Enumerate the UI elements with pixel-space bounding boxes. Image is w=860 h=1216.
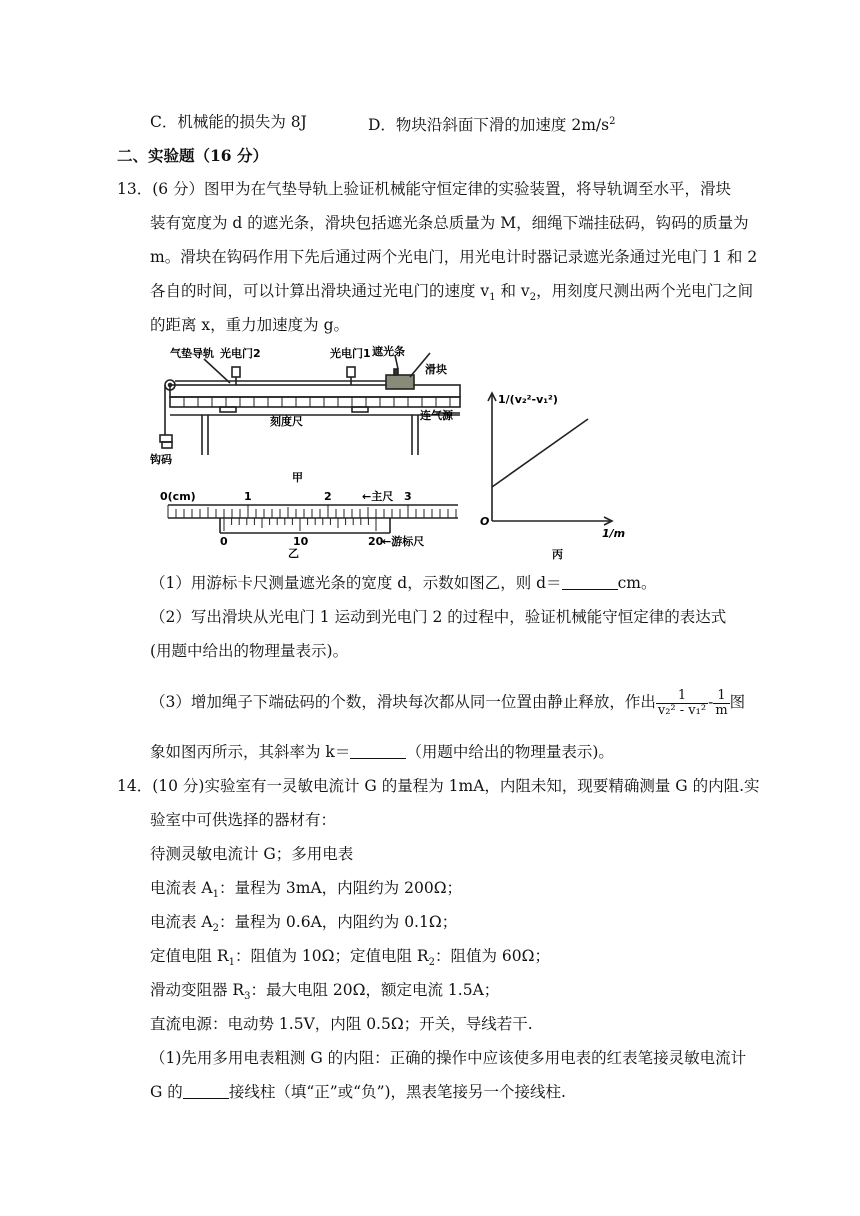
label-vernier-scale: ←游标尺 xyxy=(382,535,425,548)
label-shade: 遮光条 xyxy=(372,345,405,358)
option-d-sup: 2 xyxy=(609,116,616,127)
main-tick-1: 1 xyxy=(244,490,252,503)
graph-y-label: 1/(v₂²-v₁²) xyxy=(498,393,558,406)
option-d xyxy=(368,112,615,135)
photogate-1 xyxy=(347,367,355,377)
q13-sub1-b: cm。 xyxy=(617,574,657,592)
q14-line1: 14．(10 分)实验室有一灵敏电流计 G 的量程为 1mA，内阻未知，现要精确测量 G 的内阻.实 xyxy=(117,777,760,795)
q13-line4-a: 各自的时间，可以计算出滑块通过光电门的速度 v xyxy=(150,282,490,300)
q13-line4-sub2: 2 xyxy=(529,292,537,304)
q13-sub3b xyxy=(150,742,614,762)
q14-line4-sub: 1 xyxy=(212,889,219,901)
q14-line5-sub: 2 xyxy=(212,923,219,935)
q14-sub1-b: G 的 xyxy=(150,1083,183,1101)
shade-strip xyxy=(394,369,398,375)
section-title: 二、实验题（16 分） xyxy=(117,146,268,165)
label-yi: 乙 xyxy=(288,547,299,560)
hook-weight xyxy=(160,435,172,442)
q14-line4-a: 电流表 A xyxy=(150,879,213,897)
graph-line xyxy=(492,419,588,487)
q14-line4 xyxy=(150,878,462,905)
label-cm: 0(cm) xyxy=(160,490,196,503)
photogate-2 xyxy=(232,367,240,377)
answer-blank-d[interactable] xyxy=(562,575,618,590)
label-slider: 滑块 xyxy=(425,363,447,376)
main-tick-2: 2 xyxy=(324,490,332,503)
q14-line5-a: 电流表 A xyxy=(150,913,213,931)
q14-line6-b: ：阻值为 10Ω；定值电阻 R xyxy=(234,947,429,965)
label-air-source: 连气源 xyxy=(420,409,453,422)
label-gate2: 光电门2 xyxy=(220,347,261,360)
q13-sub3-dash: - xyxy=(708,693,714,711)
fraction-2 xyxy=(713,689,729,718)
label-main-scale: ←主尺 xyxy=(362,490,394,503)
label-jia: 甲 xyxy=(292,471,303,484)
answer-blank-k[interactable] xyxy=(350,744,406,759)
option-d-text: D．物块沿斜面下滑的加速度 2m/s xyxy=(368,116,610,135)
q14-line6-sub1: 1 xyxy=(228,957,235,969)
fraction-1-num: 1 xyxy=(656,689,708,704)
q14-sub1-c: 接线柱（填“正”或“负”)，黑表笔接另一个接线柱. xyxy=(228,1083,566,1101)
q13-sub1 xyxy=(150,573,656,593)
fraction-1-den: v₂² - v₁² xyxy=(657,702,707,718)
q13-line5: 的距离 x，重力加速度为 g。 xyxy=(150,316,350,334)
q13-sub1-a: （1）用游标卡尺测量遮光条的宽度 d，示数如图乙，则 d＝ xyxy=(150,574,562,592)
fraction-2-num: 1 xyxy=(713,689,729,704)
experiment-figure xyxy=(140,343,640,565)
q13-line4 xyxy=(150,281,753,308)
q13-line4-c: ，用刻度尺测出两个光电门之间 xyxy=(536,282,754,300)
q13-sub3-text: （3）增加绳子下端砝码的个数，滑块每次都从同一位置由静止释放，作出 xyxy=(150,693,656,711)
q13-sub3a xyxy=(150,682,745,722)
q14-line3: 待测灵敏电流计 G；多用电表 xyxy=(150,845,354,863)
q14-line6-c: ：阻值为 60Ω； xyxy=(434,947,550,965)
q14-line7 xyxy=(150,980,499,1007)
label-scale: 刻度尺 xyxy=(270,415,303,428)
q14-line6-a: 定值电阻 R xyxy=(150,947,229,965)
answer-blank-terminal[interactable] xyxy=(183,1084,229,1099)
q13-line1: 13．(6 分）图甲为在气垫导轨上验证机械能守恒定律的实验装置，将导轨调至水平，滑块 xyxy=(117,180,732,198)
q14-line6-sub2: 2 xyxy=(428,957,435,969)
q14-sub1a: （1)先用多用电表粗测 G 的内阻：正确的操作中应该使多用电表的红表笔接灵敏电流计 xyxy=(150,1049,747,1067)
fraction-1 xyxy=(656,689,708,718)
q13-sub3b-c: （用题中给出的物理量表示)。 xyxy=(406,743,614,761)
q13-sub2a: （2）写出滑块从光电门 1 运动到光电门 2 的过程中，验证机械能守恒定律的表达式 xyxy=(150,608,727,626)
main-tick-3: 3 xyxy=(404,490,412,503)
q14-line7-sub: 3 xyxy=(244,991,251,1003)
q13-sub2b: (用题中给出的物理量表示)。 xyxy=(150,642,349,660)
graph-x-label: 1/m xyxy=(602,527,626,540)
label-gate1: 光电门1 xyxy=(330,347,371,360)
q13-line4-b: 和 v xyxy=(495,282,530,300)
label-air-track: 气垫导轨 xyxy=(170,347,214,360)
slider-block xyxy=(386,375,414,389)
q14-line6 xyxy=(150,946,550,973)
q14-line5-b: ：量程为 0.6A，内阻约为 0.1Ω； xyxy=(219,913,458,931)
q14-line8: 直流电源：电动势 1.5V，内阻 0.5Ω；开关，导线若干. xyxy=(150,1015,533,1033)
q13-sub3b-a: 象如图丙所示，其斜率为 k＝ xyxy=(150,743,351,761)
q14-sub1b xyxy=(150,1082,566,1102)
q13-line3: m。滑块在钩码作用下先后通过两个光电门，用光电计时器记录遮光条通过光电门 1 和 2 xyxy=(150,248,758,266)
track-scale xyxy=(170,397,460,407)
option-c: C．机械能的损失为 8J xyxy=(150,113,307,131)
q14-line4-b: ：量程为 3mA，内阻约为 200Ω； xyxy=(219,879,463,897)
graph-origin: O xyxy=(480,515,490,528)
q14-line5 xyxy=(150,912,457,939)
vernier-tick-10: 10 xyxy=(293,535,309,548)
label-hook: 钩码 xyxy=(150,453,172,466)
q14-line2: 验室中可供选择的器材有： xyxy=(150,811,337,829)
q13-sub3-tail: 图 xyxy=(729,693,746,711)
q14-line7-b: ：最大电阻 20Ω，额定电流 1.5A； xyxy=(250,981,500,999)
q14-line7-a: 滑动变阻器 R xyxy=(150,981,245,999)
label-bing: 丙 xyxy=(552,548,563,561)
q13-line4-sub1: 1 xyxy=(489,292,496,304)
fraction-2-den: m xyxy=(715,702,728,718)
vernier-tick-0: 0 xyxy=(220,535,228,548)
q13-line2: 装有宽度为 d 的遮光条，滑块包括遮光条总质量为 M，细绳下端挂砝码，钩码的质量为 xyxy=(150,214,749,232)
air-track xyxy=(170,385,460,397)
vernier-tick-20: 20 xyxy=(368,535,384,548)
